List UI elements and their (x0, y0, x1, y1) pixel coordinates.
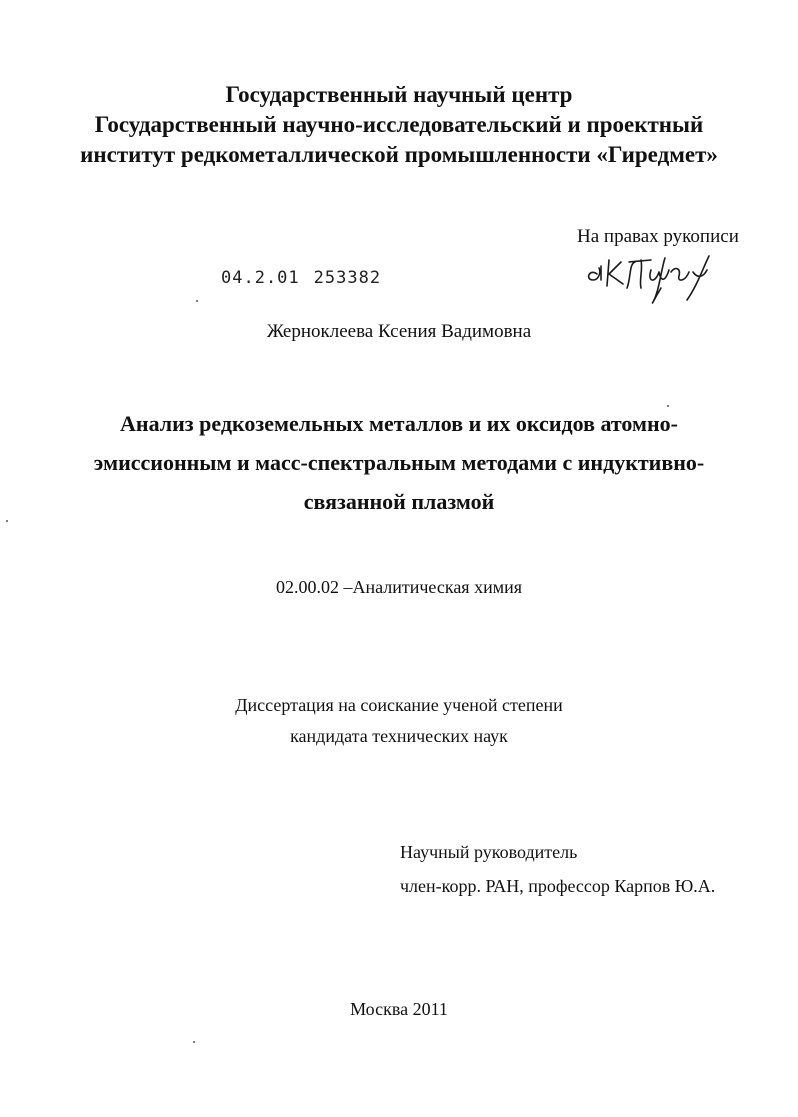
supervisor-label: Научный руководитель (400, 842, 578, 862)
title-line-1: Анализ редкоземельных металлов и их оксидов атомно- (120, 411, 678, 436)
dissertation-title (0, 404, 798, 521)
specialty-code: 02.00.02 –Аналитическая химия (275, 577, 523, 597)
registration-number-part-2: 253382 (313, 268, 382, 288)
scan-speck (193, 1041, 195, 1043)
supervisor-name: член-корр. РАН, профессор Карпов Ю.А. (400, 876, 716, 896)
rights-note: На правах рукописи (577, 226, 739, 247)
city-year: Москва 2011 (350, 999, 448, 1019)
institution-line-2: Государственный научно-исследовательский и проектный (94, 112, 704, 137)
supervisor-block (400, 835, 715, 903)
degree-statement (0, 690, 798, 752)
institution-header (0, 80, 798, 170)
institution-line-1: Государственный научный центр (225, 82, 573, 107)
registration-number (221, 268, 381, 288)
handwritten-signature (585, 248, 735, 306)
scan-speck (6, 520, 8, 522)
institution-line-3: институт редкометаллической промышленности «Гиредмет» (80, 142, 718, 167)
scan-speck (667, 405, 669, 407)
title-line-3: связанной плазмой (303, 489, 495, 514)
scan-speck (196, 300, 198, 302)
title-line-2: эмиссионным и масс-спектральным методами с индуктивно- (93, 450, 705, 475)
degree-line-1: Диссертация на соискание ученой степени (235, 695, 563, 715)
registration-number-part-1: 04.2.01 (221, 268, 300, 288)
degree-line-2: кандидата технических наук (290, 726, 508, 746)
author-name: Жерноклеева Ксения Вадимовна (266, 321, 532, 342)
